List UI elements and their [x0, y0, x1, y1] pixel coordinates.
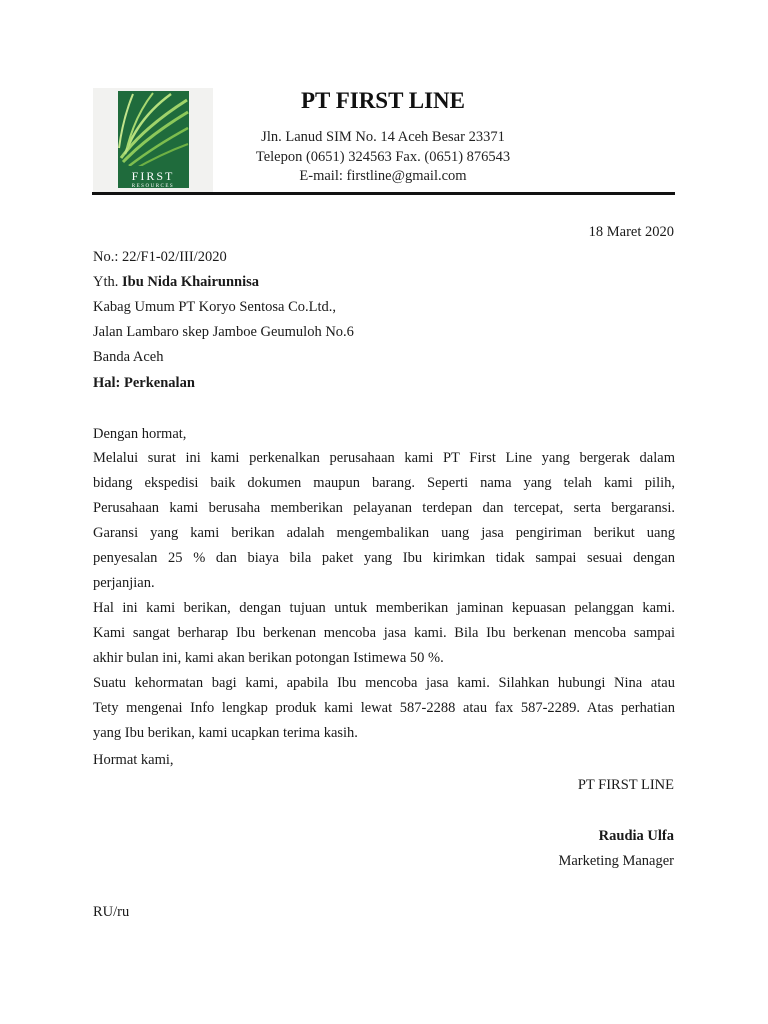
paragraph-line: Perusahaan kami berusaha memberikan pelayanan terdepan dan tercepat, serta bergaransi. [93, 500, 675, 516]
salutation: Dengan hormat, [93, 426, 187, 442]
closing: Hormat kami, [93, 752, 174, 768]
signer-name: Raudia Ulfa [598, 828, 674, 844]
recipient-position: Kabag Umum PT Koryo Sentosa Co.Ltd., [93, 299, 336, 315]
company-address: Jln. Lanud SIM No. 14 Aceh Besar 23371 [261, 129, 505, 145]
paragraph-line: Tety mengenai Info lengkap produk kami lewat 587-2288 atau fax 587-2289. Atas perhatian [93, 700, 675, 716]
letter-subject: Hal: Perkenalan [93, 375, 195, 391]
logo-subwordmark: RESOURCES [131, 184, 175, 189]
paragraph-line: Hal ini kami berikan, dengan tujuan untuk memberikan jaminan kepuasan pelanggan kami. [93, 600, 675, 616]
body-paragraph-1 [93, 446, 675, 596]
recipient-line [93, 273, 259, 291]
paragraph-line: Melalui surat ini kami perkenalkan perusahaan kami PT First Line yang bergerak dalam [93, 450, 675, 466]
paragraph-line: Garansi yang kami berikan adalah mengembalikan uang jasa pengiriman berikut uang [93, 525, 675, 541]
company-phone: Telepon (0651) 324563 Fax. (0651) 876543 [255, 149, 511, 165]
paragraph-line: bidang ekspedisi baik dokumen maupun barang. Seperti nama yang telah kami pilih, [93, 475, 675, 491]
recipient-prefix: Yth. [93, 274, 119, 290]
sender-company: PT FIRST LINE [577, 777, 674, 793]
company-email: E-mail: firstline@gmail.com [299, 168, 467, 184]
signer-title: Marketing Manager [558, 853, 674, 869]
letterhead-divider [92, 192, 675, 195]
reference-initials: RU/ru [93, 904, 130, 920]
company-logo [93, 88, 213, 192]
paragraph-line: Kami sangat berharap Ibu berkenan mencoba jasa kami. Bila Ibu berkenan mencoba sampai [93, 625, 675, 641]
paragraph-line: Suatu kehormatan bagi kami, apabila Ibu mencoba jasa kami. Silahkan hubungi Nina atau [93, 675, 675, 691]
paragraph-line: perjanjian. [93, 575, 155, 591]
body-paragraph-3 [93, 671, 675, 746]
paragraph-line: akhir bulan ini, kami akan berikan potongan Istimewa 50 %. [93, 650, 444, 666]
paragraph-line: yang Ibu berikan, kami ucapkan terima kasih. [93, 725, 358, 741]
letter-date: 18 Maret 2020 [588, 224, 674, 240]
recipient-street: Jalan Lambaro skep Jamboe Geumuloh No.6 [93, 324, 354, 340]
paragraph-line: penyesalan 25 % dan biaya bila paket yang Ibu kirimkan tidak sampai sesuai dengan [93, 550, 675, 566]
company-name: PT FIRST LINE [300, 88, 466, 113]
logo-wordmark: FIRST [131, 169, 175, 183]
recipient-name: Ibu Nida Khairunnisa [122, 274, 260, 290]
palm-leaf-logo-icon [93, 88, 213, 192]
letter-number: No.: 22/F1-02/III/2020 [93, 249, 227, 265]
body-paragraph-2 [93, 596, 675, 671]
recipient-city: Banda Aceh [93, 349, 164, 365]
